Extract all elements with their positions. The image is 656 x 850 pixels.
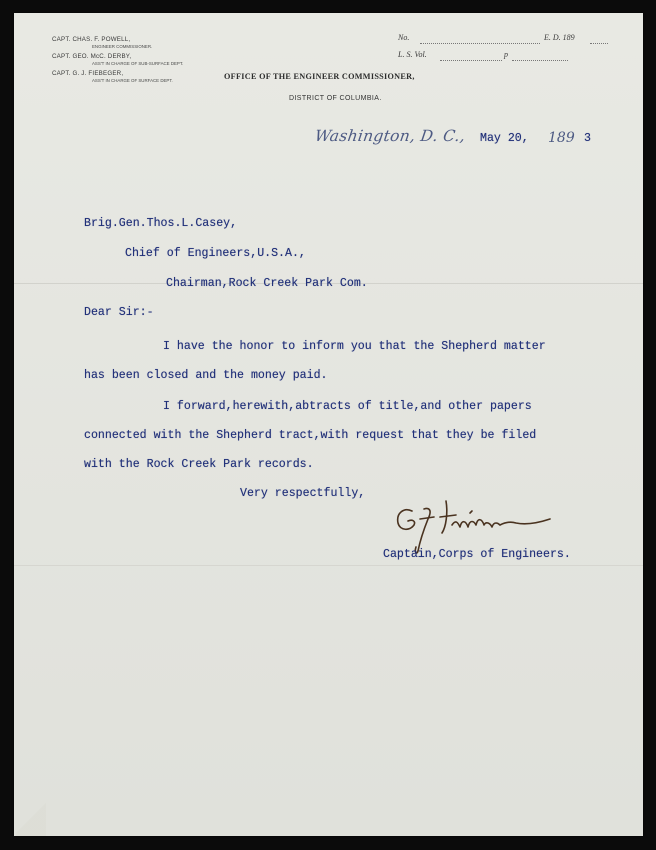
ref-volume-line [398,50,608,67]
office-title: OFFICE OF THE ENGINEER COMMISSIONER, [224,72,415,81]
dateline-year-typed: 3 [584,132,591,145]
addressee-line: Brig.Gen.Thos.L.Casey, [84,217,238,230]
officers-block [52,33,252,84]
dotted-rule [590,43,608,44]
body-line: with the Rock Creek Park records. [84,458,314,471]
ref-no-label: No. [398,33,410,42]
ref-ed-label: E. D. 189 [544,33,575,42]
addressee-line: Chief of Engineers,U.S.A., [125,247,306,260]
district-label: DISTRICT OF COLUMBIA. [289,95,382,102]
officer-name: CAPT. G. J. FIEBEGER, [52,70,124,77]
ref-p-label: p [504,50,508,59]
closing: Very respectfully, [240,487,366,500]
signer-title: Captain,Corps of Engineers. [383,548,571,561]
addressee-line: Chairman,Rock Creek Park Com. [166,277,368,290]
dateline-date: May 20, [480,132,529,145]
officer-name: CAPT. GEO. McC. DERBY, [52,53,132,60]
dotted-rule [420,43,540,44]
fold-line [14,565,643,566]
officer-role: ASS'T IN CHARGE OF SURFACE DEPT. [92,78,173,83]
dotted-rule [512,60,568,61]
salutation: Dear Sir:- [84,306,154,319]
officer-role: ASS'T IN CHARGE OF SUB-SURFACE DEPT. [92,61,184,66]
reference-block [398,33,608,67]
body-line: I forward,herewith,abtracts of title,and other papers [163,400,532,413]
body-line: connected with the Shepherd tract,with request that they be filed [84,429,537,442]
ref-number-line [398,33,608,50]
paper-corner [16,801,46,836]
dateline-year-printed: 189 [548,130,575,146]
body-line: has been closed and the money paid. [84,369,328,382]
letter-page [14,13,643,836]
officer-role: ENGINEER COMMISSIONER. [92,44,153,49]
officer-name: CAPT. CHAS. F. POWELL, [52,36,131,43]
body-line: I have the honor to inform you that the Shepherd matter [163,340,546,353]
dateline-place: Washington, D. C., [313,127,467,145]
dotted-rule [440,60,502,61]
ref-ls-label: L. S. Vol. [398,50,427,59]
